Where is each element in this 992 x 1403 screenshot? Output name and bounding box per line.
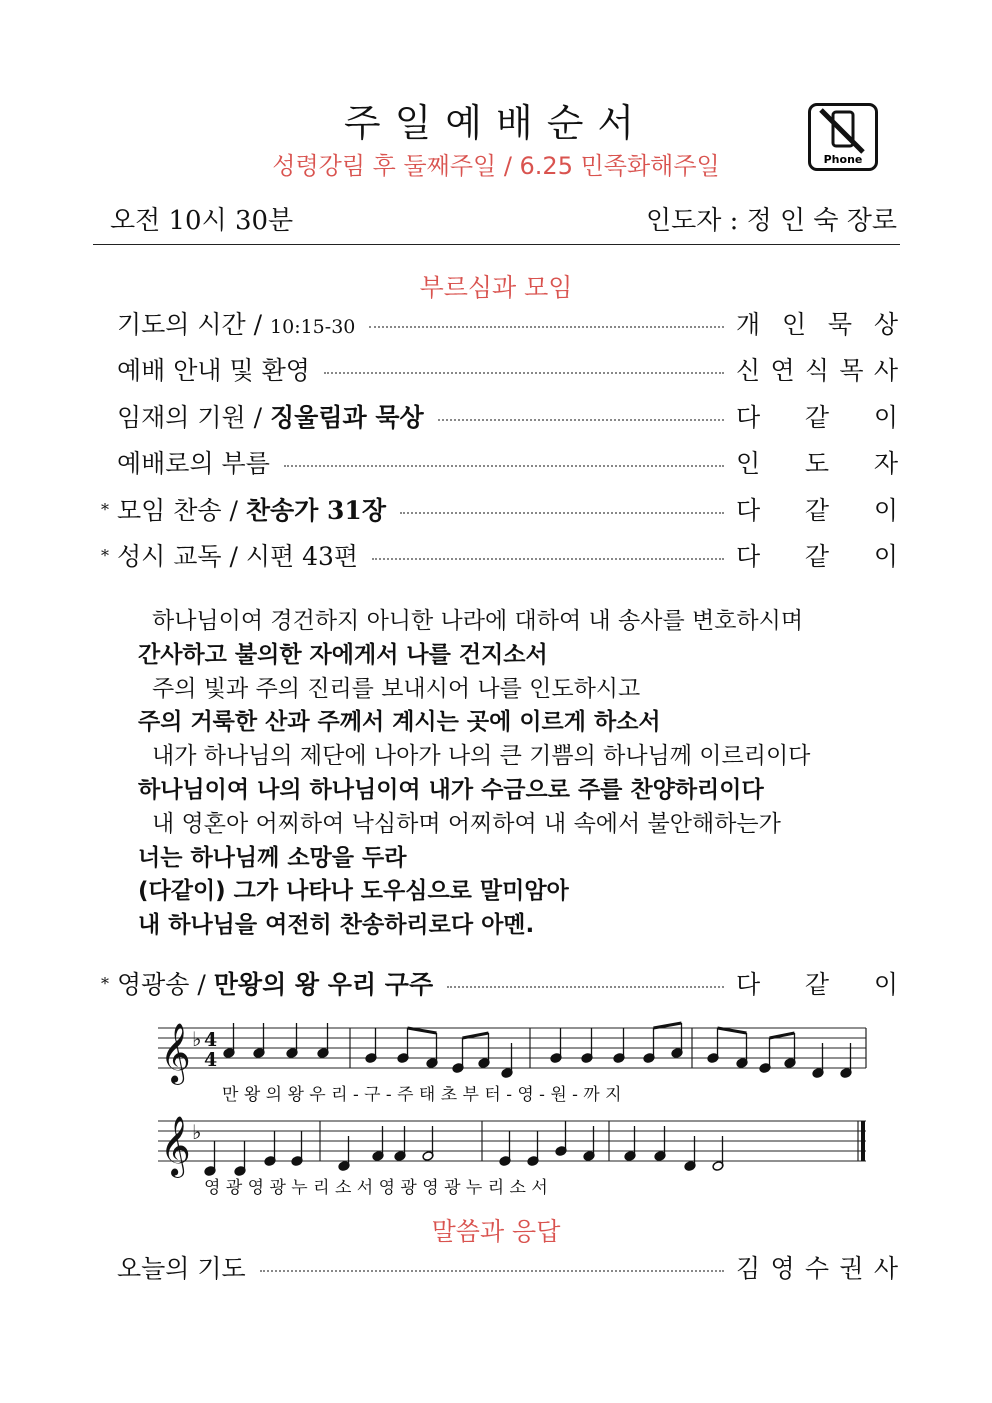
order-item <box>93 492 898 526</box>
psalm-response-line: 하나님이여 나의 하나님이여 내가 수금으로 주를 찬양하리이다 <box>138 777 764 803</box>
who-char: 김 <box>736 1254 761 1283</box>
order-item-label <box>117 444 270 480</box>
order-item-who <box>736 444 898 480</box>
psalm-leader-line: 하나님이여 경건하지 아니한 나라에 대하여 내 송사를 변호하시며 <box>152 608 804 634</box>
order-item-label: 오늘의 기도 <box>117 1254 246 1283</box>
who-char: 사 <box>873 356 898 385</box>
order-item-label-text: 예배 안내 및 환영 <box>117 356 310 385</box>
who-char: 목 <box>839 356 864 385</box>
who-char: 다 <box>736 403 761 432</box>
lyrics-line-2: 영 광 영 광 누 리 소 서 영 광 영 광 누 리 소 서 <box>204 1178 548 1198</box>
who-char: 이 <box>873 970 898 999</box>
order-item-who <box>736 537 898 573</box>
order-item-who <box>736 305 898 341</box>
psalm-response-line: 간사하고 불의한 자에게서 나를 건지소서 <box>138 641 548 668</box>
order-item-label-bold: 만왕의 왕 우리 구주 <box>213 970 434 999</box>
section-title-word: 말씀과 응답 <box>431 1217 561 1246</box>
order-item-label-text: 영광송 / <box>117 970 214 999</box>
leader-dots <box>438 419 724 421</box>
time-signature-top: 4 <box>204 1029 218 1051</box>
order-item-gloria <box>93 966 898 1000</box>
order-item-label-text: 성시 교독 / 시편 43편 <box>117 542 359 571</box>
who-char: 같 <box>804 542 830 571</box>
leader-dots <box>369 326 724 328</box>
who-char: 수 <box>804 1254 830 1283</box>
who-char: 인 <box>736 449 761 478</box>
section-title-gathering: 부르심과 모임 <box>419 273 573 302</box>
order-item-label <box>117 491 386 527</box>
order-item-who <box>736 491 898 527</box>
who-char: 인 <box>781 310 807 339</box>
order-item-label-text: 예배로의 부름 <box>117 449 270 478</box>
order-item-who <box>736 351 898 387</box>
order-item-label-text: 임재의 기원 / <box>117 403 271 432</box>
order-item-who <box>736 1249 898 1285</box>
psalm-response-line: (다같이) 그가 나타나 도우심으로 말미암아 <box>138 878 569 905</box>
psalm-response-line: 너는 하나님께 소망을 두라 <box>138 844 407 871</box>
order-item-label-text: 모임 찬송 / <box>117 496 246 525</box>
order-item-label-text: 기도의 시간 / <box>117 310 271 339</box>
who-char: 도 <box>804 449 830 478</box>
who-char: 권 <box>839 1254 864 1283</box>
who-char: 연 <box>770 356 795 385</box>
who-char: 묵 <box>827 310 853 339</box>
page-title: 주일예배순서 <box>343 101 649 145</box>
leader-dots <box>284 465 724 467</box>
standing-mark: * <box>101 499 109 519</box>
order-item-label <box>117 537 358 573</box>
who-char: 이 <box>873 542 898 571</box>
order-item-prayer <box>93 1250 898 1284</box>
header-divider <box>93 244 900 245</box>
who-char: 다 <box>736 970 761 999</box>
order-item <box>93 399 898 433</box>
order-item <box>93 352 898 386</box>
who-char: 신 <box>736 356 761 385</box>
flat-icon: ♭ <box>192 1027 202 1051</box>
who-char: 개 <box>736 310 761 339</box>
who-char: 이 <box>873 403 898 432</box>
standing-mark: * <box>101 545 109 565</box>
psalm-response-line: 주의 거룩한 산과 주께서 계시는 곳에 이르게 하소서 <box>138 709 661 736</box>
who-char: 이 <box>873 496 898 525</box>
leader-dots <box>324 372 724 374</box>
time-signature-bottom: 4 <box>204 1049 218 1071</box>
who-char: 사 <box>873 1254 898 1283</box>
order-item <box>93 306 898 340</box>
leader-dots <box>260 1270 724 1272</box>
phone-icon-label: Phone <box>823 153 863 166</box>
who-char: 영 <box>770 1254 795 1283</box>
treble-clef-icon: 𝄞 <box>160 1023 191 1083</box>
page-subtitle: 성령강림 후 둘째주일 / 6.25 민족화해주일 <box>272 152 720 180</box>
order-item-label-bold: 징울림과 묵상 <box>270 403 424 432</box>
who-char: 같 <box>804 496 830 525</box>
staff-line-2 <box>158 1116 866 1178</box>
flat-icon: ♭ <box>192 1120 202 1144</box>
who-char: 다 <box>736 496 761 525</box>
order-item-label-bold: 찬송가 31장 <box>245 496 386 525</box>
leader-dots <box>400 512 724 514</box>
service-leader: 인도자 : 정 인 숙 장로 <box>645 206 897 236</box>
order-item-label <box>117 305 355 341</box>
order-item-label <box>117 965 433 1001</box>
treble-clef-icon: 𝄞 <box>160 1116 191 1176</box>
order-item-label-small: 10:15-30 <box>270 316 356 338</box>
standing-mark: * <box>101 973 109 993</box>
who-char: 같 <box>804 970 830 999</box>
who-char: 상 <box>873 310 898 339</box>
who-char: 자 <box>873 449 898 478</box>
order-item-who <box>736 965 898 1001</box>
lyrics-line-1: 만 왕 의 왕 우 리 - 구 - 주 태 초 부 터 - 영 - 원 - 까 지 <box>222 1085 622 1105</box>
no-phone-icon <box>808 103 878 171</box>
psalm-leader-line: 주의 빛과 주의 진리를 보내시어 나를 인도하시고 <box>152 675 641 702</box>
order-item <box>93 445 898 479</box>
service-time: 오전 10시 30분 <box>110 206 294 236</box>
order-item-who <box>736 398 898 434</box>
staff-line-1 <box>158 1023 866 1085</box>
order-item-label <box>117 398 424 434</box>
psalm-response-line: 내 하나님을 여전히 찬송하리로다 아멘. <box>138 912 535 939</box>
order-item <box>93 538 898 572</box>
leader-dots <box>372 558 724 560</box>
who-char: 식 <box>804 356 830 385</box>
psalm-leader-line: 내가 하나님의 제단에 나아가 나의 큰 기쁨의 하나님께 이르리이다 <box>152 743 811 770</box>
order-item-label <box>117 351 310 387</box>
leader-dots <box>447 986 724 988</box>
who-char: 같 <box>804 403 830 432</box>
who-char: 다 <box>736 542 761 571</box>
psalm-leader-line: 내 영혼아 어찌하여 낙심하며 어찌하여 내 속에서 불안해하는가 <box>152 810 781 837</box>
